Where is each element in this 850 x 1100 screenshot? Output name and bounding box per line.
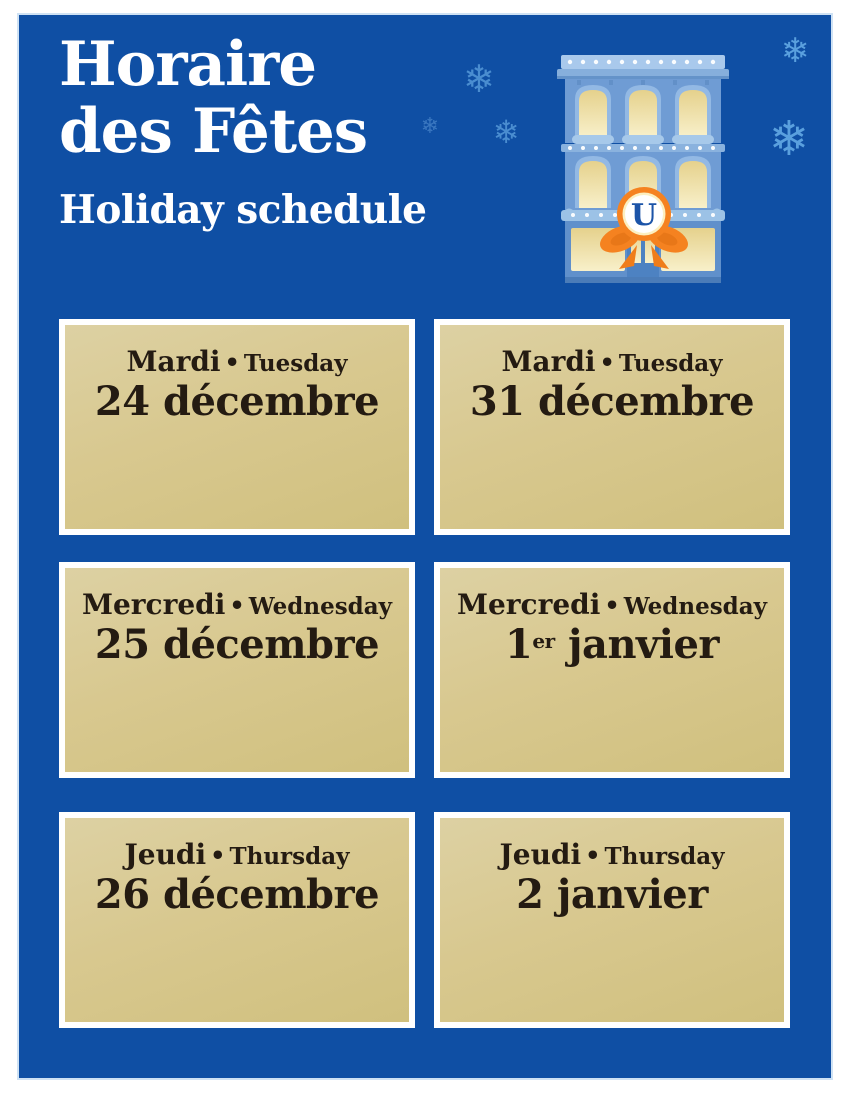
date-label: 2 janvier — [516, 871, 708, 919]
holiday-poster — [17, 13, 833, 1080]
store-logo-badge — [617, 187, 671, 241]
schedule-card-dec-25 — [59, 562, 415, 778]
title-line-fr-2: des Fêtes — [59, 96, 368, 168]
schedule-card-jan-1 — [434, 562, 790, 778]
day-name-fr: Mardi — [501, 345, 596, 378]
snowflake-icon: ❄ — [780, 31, 810, 71]
date-label: 26 décembre — [94, 871, 380, 919]
bullet-separator: • — [210, 841, 226, 870]
page-subtitle: Holiday schedule — [59, 187, 427, 233]
day-line — [440, 346, 784, 378]
day-name-en: Tuesday — [243, 350, 348, 377]
date-label: 31 décembre — [469, 378, 755, 426]
day-name-en: Tuesday — [618, 350, 723, 377]
bullet-separator: • — [224, 348, 240, 377]
date-label: 24 décembre — [94, 378, 380, 426]
day-name-en: Wednesday — [248, 593, 393, 620]
day-name-en: Thursday — [604, 843, 725, 870]
snowflake-icon: ❄ — [492, 113, 520, 151]
bullet-separator: • — [585, 841, 601, 870]
schedule-card-jan-2 — [434, 812, 790, 1028]
day-name-en: Wednesday — [623, 593, 768, 620]
day-name-fr: Jeudi — [124, 838, 207, 871]
schedule-card-dec-24 — [59, 319, 415, 535]
day-name-en: Thursday — [229, 843, 350, 870]
day-name-fr: Mercredi — [81, 588, 226, 621]
storefront-illustration — [547, 43, 739, 283]
bullet-separator: • — [229, 591, 245, 620]
schedule-card-dec-26 — [59, 812, 415, 1028]
day-name-fr: Mardi — [126, 345, 221, 378]
snowflake-icon: ❄ — [420, 114, 440, 139]
day-line — [65, 346, 409, 378]
bullet-separator: • — [604, 591, 620, 620]
logo-letter: U — [630, 198, 658, 233]
day-line — [65, 839, 409, 871]
day-name-fr: Jeudi — [499, 838, 582, 871]
snowflake-icon: ❄ — [768, 111, 810, 167]
bullet-separator: • — [599, 348, 615, 377]
title-line-fr-1: Horaire — [59, 29, 317, 100]
upper-windows — [572, 85, 714, 144]
snowflake-icon: ❄ — [463, 57, 495, 101]
day-line — [65, 589, 409, 621]
day-name-fr: Mercredi — [456, 588, 601, 621]
day-line — [440, 589, 784, 621]
date-label: 25 décembre — [94, 621, 380, 669]
schedule-card-dec-31 — [434, 319, 790, 535]
day-line — [440, 839, 784, 871]
date-label: 1er janvier — [505, 621, 719, 669]
page-title — [59, 29, 368, 168]
